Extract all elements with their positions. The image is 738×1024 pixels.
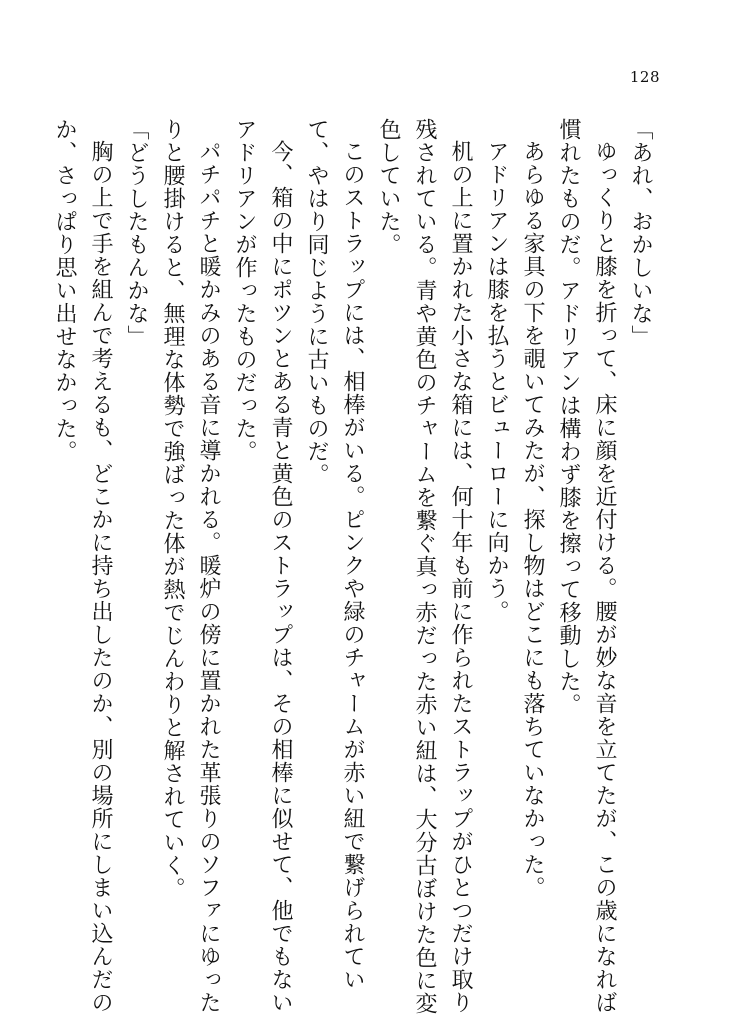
page-number: 128 [629,68,660,86]
text-line: ゆっくりと膝を折って、床に顔を近付ける。腰が妙な音を立てたが、この歳になれば [592,140,617,1014]
text-line: アドリアンが作ったものだった。 [232,118,257,463]
text-line: パチパチと暖かみのある音に導かれる。暖炉の傍に置かれた革張りのソファにゆった [196,140,221,1014]
text-line: 色していた。 [376,118,401,256]
text-line: 今、箱の中にポツンとある青と黄色のストラップは、その相棒に似せて、他でもない [268,140,293,1014]
text-line: 「どうしたもんかな」 [124,118,149,348]
text-line: て、やはり同じように古いものだ。 [304,118,329,486]
text-line: 机の上に置かれた小さな箱には、何十年も前に作られたストラップがひとつだけ取り [448,140,473,1014]
text-line: このストラップには、相棒がいる。ピンクや緑のチャームが赤い紐で繋げられてい [340,140,365,991]
text-line: 残されている。青や黄色のチャームを繋ぐ真っ赤だった赤い紐は、大分古ぼけた色に変 [412,118,437,1015]
text-line: か、さっぱり思い出せなかった。 [52,118,77,463]
text-line: 「あれ、おかしいな」 [628,118,653,348]
text-line: 胸の上で手を組んで考えるも、どこかに持ち出したのか、別の場所にしまい込んだの [88,140,113,1014]
text-line: アドリアンは膝を払うとビューローに向かう。 [484,140,509,623]
vertical-text-block [52,118,658,1015]
text-line: 慣れたものだ。アドリアンは構わず膝を擦って移動した。 [556,118,581,716]
text-line: あらゆる家具の下を覗いてみたが、探し物はどこにも落ちていなかった。 [520,140,545,899]
text-line: りと腰掛けると、無理な体勢で強ばった体が熱でじんわりと解されていく。 [160,118,185,900]
